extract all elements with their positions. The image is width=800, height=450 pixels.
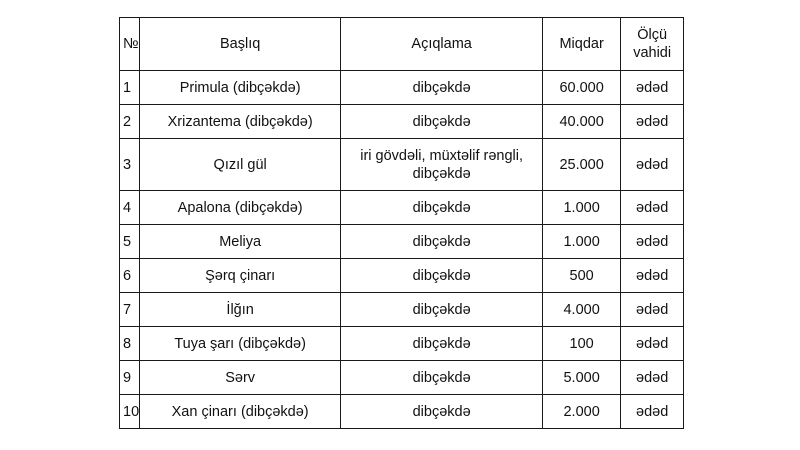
header-title: Başlıq <box>140 18 341 71</box>
table-row <box>120 395 684 429</box>
table-row <box>120 71 684 105</box>
row-description: dibçəkdə <box>341 259 543 293</box>
row-unit: ədəd <box>621 259 684 293</box>
table-row <box>120 191 684 225</box>
row-description: iri gövdəli, müxtəlif rəngli, dibçəkdə <box>341 139 543 191</box>
row-title: Xrizantema (dibçəkdə) <box>140 105 341 139</box>
row-quantity: 500 <box>543 259 621 293</box>
row-title: Qızıl gül <box>140 139 341 191</box>
row-description: dibçəkdə <box>341 105 543 139</box>
row-quantity: 100 <box>543 327 621 361</box>
table-row <box>120 105 684 139</box>
row-description: dibçəkdə <box>341 293 543 327</box>
row-number: 2 <box>120 105 140 139</box>
row-unit: ədəd <box>621 71 684 105</box>
row-description: dibçəkdə <box>341 327 543 361</box>
row-unit: ədəd <box>621 293 684 327</box>
row-quantity: 1.000 <box>543 191 621 225</box>
row-description: dibçəkdə <box>341 395 543 429</box>
row-unit: ədəd <box>621 225 684 259</box>
row-description: dibçəkdə <box>341 225 543 259</box>
row-title: Primula (dibçəkdə) <box>140 71 341 105</box>
header-row <box>120 18 684 71</box>
table-row <box>120 327 684 361</box>
row-title: Şərq çinarı <box>140 259 341 293</box>
row-unit: ədəd <box>621 395 684 429</box>
table-row <box>120 361 684 395</box>
row-quantity: 5.000 <box>543 361 621 395</box>
row-number: 8 <box>120 327 140 361</box>
row-number: 5 <box>120 225 140 259</box>
row-unit: ədəd <box>621 105 684 139</box>
row-number: 9 <box>120 361 140 395</box>
row-title: Meliya <box>140 225 341 259</box>
row-number: 7 <box>120 293 140 327</box>
table-row <box>120 139 684 191</box>
row-title: Xan çinarı (dibçəkdə) <box>140 395 341 429</box>
row-unit: ədəd <box>621 191 684 225</box>
row-unit: ədəd <box>621 327 684 361</box>
row-number: 1 <box>120 71 140 105</box>
row-title: İlğın <box>140 293 341 327</box>
row-quantity: 60.000 <box>543 71 621 105</box>
row-description: dibçəkdə <box>341 361 543 395</box>
row-description: dibçəkdə <box>341 191 543 225</box>
table-row <box>120 225 684 259</box>
header-unit: Ölçü vahidi <box>621 18 684 71</box>
row-quantity: 4.000 <box>543 293 621 327</box>
table-row <box>120 293 684 327</box>
row-number: 6 <box>120 259 140 293</box>
header-quantity: Miqdar <box>543 18 621 71</box>
row-quantity: 2.000 <box>543 395 621 429</box>
row-title: Apalona (dibçəkdə) <box>140 191 341 225</box>
row-quantity: 1.000 <box>543 225 621 259</box>
row-unit: ədəd <box>621 361 684 395</box>
row-number: 4 <box>120 191 140 225</box>
data-table <box>119 17 684 429</box>
table-row <box>120 259 684 293</box>
row-quantity: 40.000 <box>543 105 621 139</box>
header-number: № <box>120 18 140 71</box>
row-title: Sərv <box>140 361 341 395</box>
row-number: 3 <box>120 139 140 191</box>
row-title: Tuya şarı (dibçəkdə) <box>140 327 341 361</box>
row-description: dibçəkdə <box>341 71 543 105</box>
row-quantity: 25.000 <box>543 139 621 191</box>
row-unit: ədəd <box>621 139 684 191</box>
row-number: 10 <box>120 395 140 429</box>
header-description: Açıqlama <box>341 18 543 71</box>
